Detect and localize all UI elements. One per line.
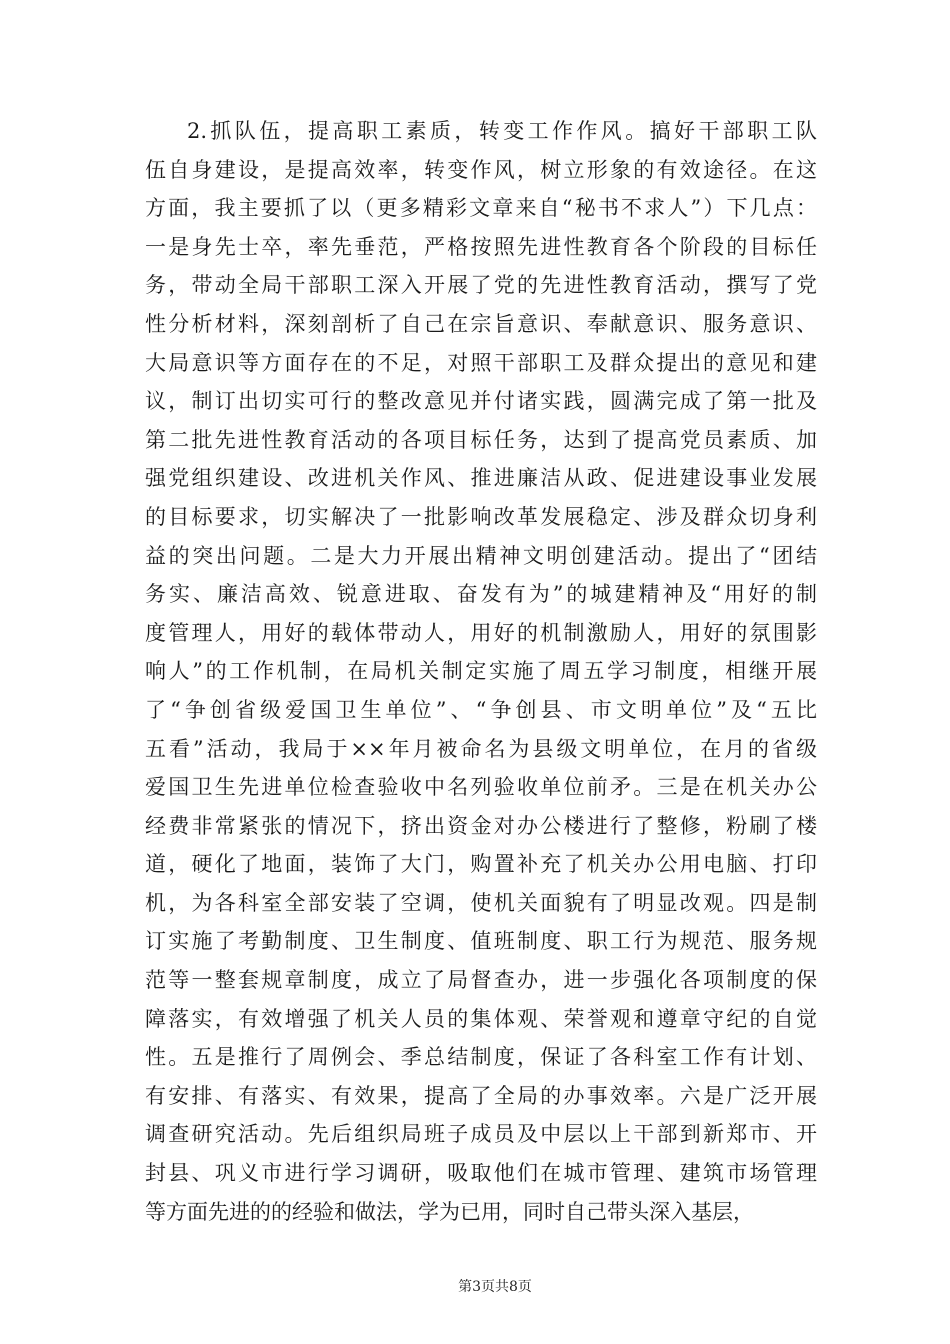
text-line: 度管理人，用好的载体带动人，用好的机制激励人，用好的氛围影 bbox=[145, 620, 817, 645]
text-line: 议，制订出切实可行的整改意见并付诸实践，圆满完成了第一批及 bbox=[145, 389, 817, 414]
text-line: 性。五是推行了周例会、季总结制度，保证了各科室工作有计划、 bbox=[145, 1045, 817, 1070]
text-line: 封县、巩义市进行学习调研，吸取他们在城市管理、建筑市场管理 bbox=[145, 1161, 817, 1186]
text-line: 爱国卫生先进单位检查验收中名列验收单位前矛。三是在机关办公 bbox=[145, 775, 817, 800]
text-line: 调查研究活动。先后组织局班子成员及中层以上干部到新郑市、开 bbox=[145, 1122, 817, 1147]
text-line: 障落实，有效增强了机关人员的集体观、荣誉观和遵章守纪的自觉 bbox=[145, 1006, 817, 1031]
text-line: 伍自身建设，是提高效率，转变作风，树立形象的有效途径。在这 bbox=[145, 157, 817, 182]
text-line: 经费非常紧张的情况下，挤出资金对办公楼进行了整修，粉刷了楼 bbox=[145, 813, 817, 838]
text-line: 强党组织建设、改进机关作风、推进廉洁从政、促进建设事业发展 bbox=[145, 466, 817, 491]
text-line: 大局意识等方面存在的不足，对照干部职工及群众提出的意见和建 bbox=[145, 350, 817, 375]
text-line: 五看”活动，我局于××年月被命名为县级文明单位，在月的省级 bbox=[145, 736, 817, 761]
text-line: 范等一整套规章制度，成立了局督查办，进一步强化各项制度的保 bbox=[145, 968, 817, 993]
text-line: 第二批先进性教育活动的各项目标任务，达到了提高党员素质、加 bbox=[145, 427, 817, 452]
text-line: 机，为各科室全部安装了空调，使机关面貌有了明显改观。四是制 bbox=[145, 890, 817, 915]
text-line: 的目标要求，切实解决了一批影响改革发展稳定、涉及群众切身利 bbox=[145, 504, 817, 529]
text-line: 务，带动全局干部职工深入开展了党的先进性教育活动，撰写了党 bbox=[145, 273, 817, 298]
text-line: 道，硬化了地面，装饰了大门，购置补充了机关办公用电脑、打印 bbox=[145, 852, 817, 877]
page-number: 第3页共8页 bbox=[458, 1279, 532, 1295]
body-paragraph bbox=[145, 112, 817, 1231]
text-line: 方面，我主要抓了以（更多精彩文章来自“秘书不求人”）下几点： bbox=[145, 196, 817, 221]
text-line: 性分析材料，深刻剖析了自己在宗旨意识、奉献意识、服务意识、 bbox=[145, 311, 817, 336]
text-line: 益的突出问题。二是大力开展出精神文明创建活动。提出了“团结 bbox=[145, 543, 817, 568]
text-line: 响人”的工作机制，在局机关制定实施了周五学习制度，相继开展 bbox=[145, 659, 817, 684]
text-line: 了“争创省级爱国卫生单位”、“争创县、市文明单位”及“五比 bbox=[145, 697, 817, 722]
text-line: 有安排、有落实、有效果，提高了全局的办事效率。六是广泛开展 bbox=[145, 1083, 817, 1108]
text-line: 一是身先士卒，率先垂范，严格按照先进性教育各个阶段的目标任 bbox=[145, 234, 817, 259]
text-line: 等方面先进的的经验和做法，学为已用，同时自己带头深入基层， bbox=[145, 1199, 754, 1224]
text-line: 订实施了考勤制度、卫生制度、值班制度、职工行为规范、服务规 bbox=[145, 929, 817, 954]
text-line: 2.抓队伍，提高职工素质，转变工作作风。搞好干部职工队 bbox=[187, 119, 817, 143]
text-line: 务实、廉洁高效、锐意进取、奋发有为”的城建精神及“用好的制 bbox=[145, 582, 817, 607]
